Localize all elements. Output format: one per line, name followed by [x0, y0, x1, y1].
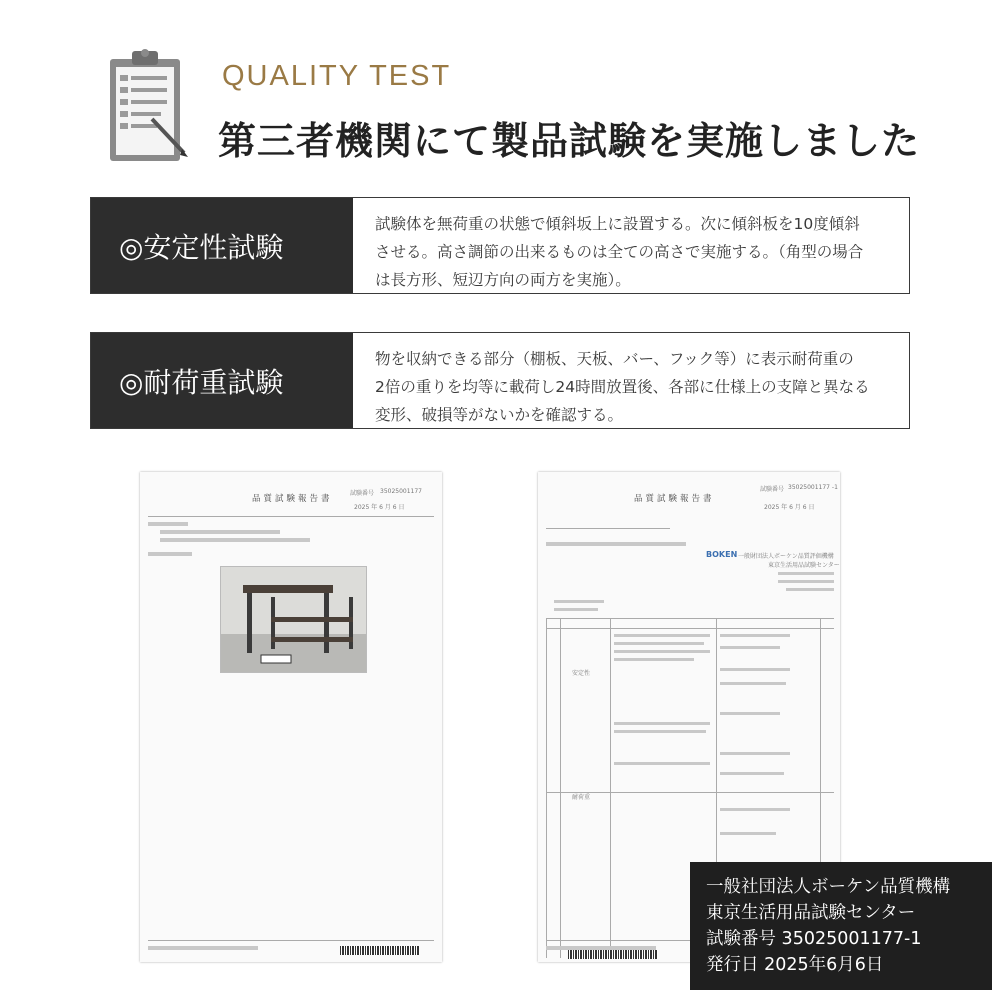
boken-logo: BOKEN	[706, 550, 738, 559]
clipboard-icon	[108, 45, 190, 165]
info-center: 東京生活用品試験センター	[706, 903, 916, 923]
load-test-label: ◎耐荷重試験	[91, 333, 353, 428]
stability-test-description: 試験体を無荷重の状態で傾斜坂上に設置する。次に傾斜板を10度傾斜 させる。高さ調節の出来るものは全ての高さで実施する。（角型の場合 は長方形、短辺方向の両方を実施）。	[375, 215, 864, 289]
report-title: 品質試験報告書	[634, 494, 715, 504]
report-row-load: 耐荷重	[572, 794, 591, 801]
report-number: 35025001177	[380, 488, 422, 495]
report-date: 2025 年 6 月 6 日	[354, 504, 405, 511]
stability-test-row	[90, 197, 910, 294]
report-number: 35025001177 -1	[788, 484, 838, 491]
product-photo	[220, 566, 367, 673]
org-name: 一般財団法人ボーケン品質評価機構	[738, 553, 834, 560]
section-eyebrow: QUALITY TEST	[222, 60, 452, 92]
load-test-description: 物を収納できる部分（棚板、天板、バー、フック等）に表示耐荷重の 2倍の重りを均等に載荷し24時間放置後、各部に仕様上の支障と異なる 変形、破損等がないかを確認する。	[375, 350, 870, 424]
org-center: 東京生活用品試験センター	[768, 562, 840, 569]
info-test-number: 試験番号 35025001177-1	[706, 929, 922, 949]
test-report-page-left	[140, 472, 442, 962]
report-date: 2025 年 6 月 6 日	[764, 504, 815, 511]
stability-test-label: ◎安定性試験	[91, 198, 353, 293]
test-info-box	[690, 862, 992, 990]
report-title: 品質試験報告書	[252, 494, 333, 504]
page-title: 第三者機関にて製品試験を実施しました	[218, 119, 921, 163]
report-number-label: 試験番号	[760, 486, 785, 493]
report-row-stability: 安定性	[572, 670, 591, 677]
info-org: 一般社団法人ボーケン品質機構	[706, 877, 951, 897]
load-test-row	[90, 332, 910, 429]
info-issue-date: 発行日 2025年6月6日	[706, 955, 884, 975]
report-number-label: 試験番号	[350, 490, 375, 497]
